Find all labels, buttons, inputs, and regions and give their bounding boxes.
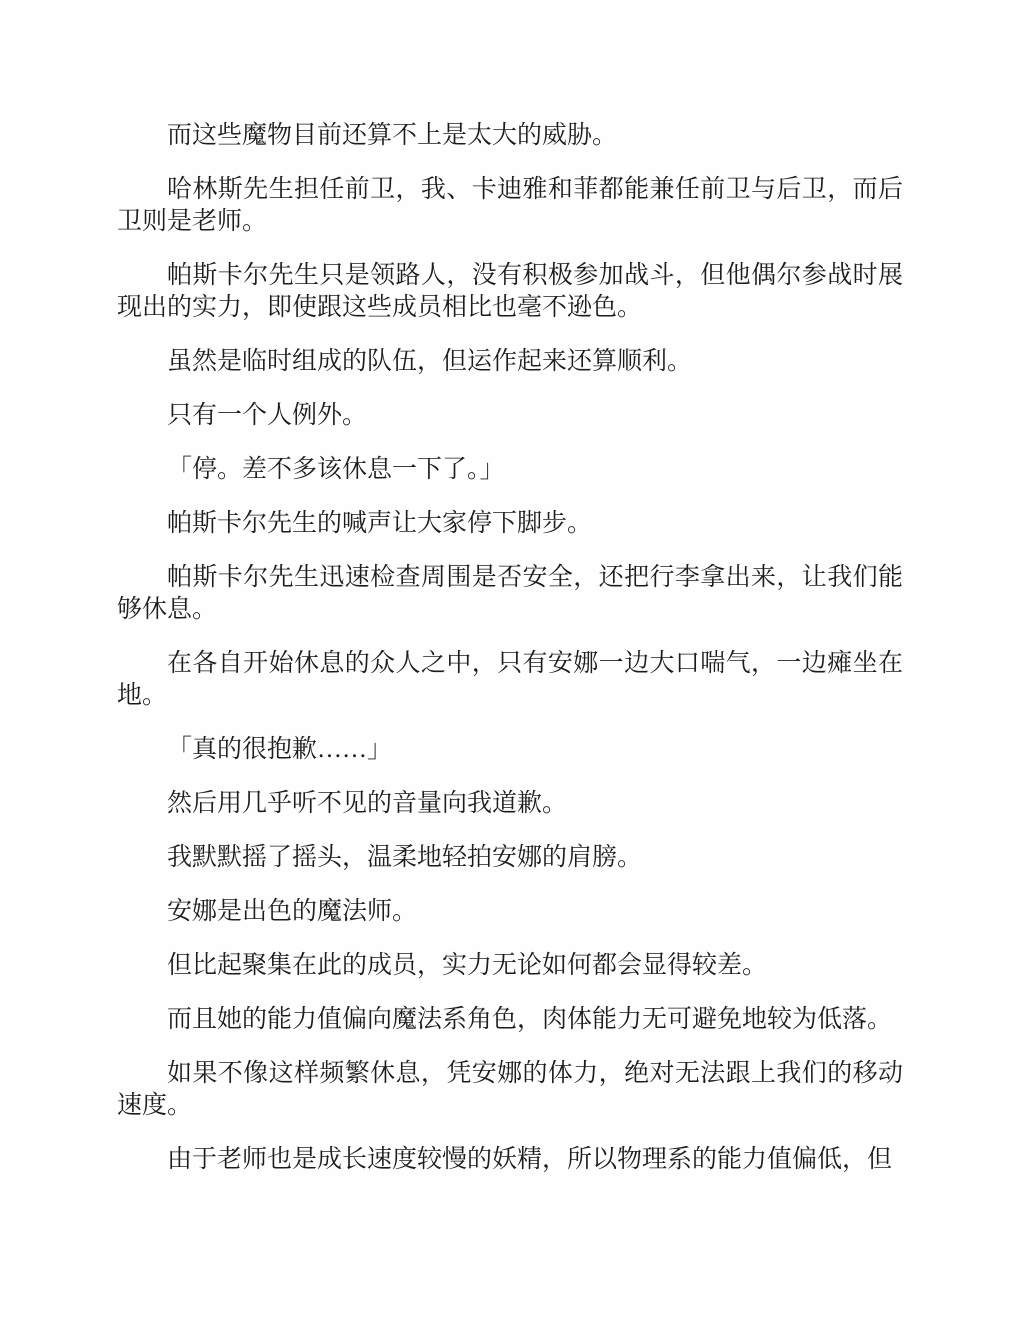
paragraph: 只有一个人例外。 [167,402,368,429]
paragraph: 哈林斯先生担任前卫，我、卡迪雅和菲都能兼任前卫与后卫，而后卫则是老师。 [117,176,903,235]
paragraph: 「真的很抱歉……」 [167,736,393,763]
paragraph: 而这些魔物目前还算不上是太大的威胁。 [167,122,618,149]
paragraph: 帕斯卡尔先生的喊声让大家停下脚步。 [167,510,593,537]
novel-text-body [117,120,903,1176]
paragraph: 帕斯卡尔先生迅速检查周围是否安全，还把行李拿出来，让我们能够休息。 [117,564,903,623]
paragraph: 虽然是临时组成的队伍，但运作起来还算顺利。 [167,348,693,375]
paragraph: 然后用几乎听不见的音量向我道歉。 [167,790,568,817]
paragraph: 安娜是出色的魔法师。 [167,898,418,925]
paragraph: 但比起聚集在此的成员，实力无论如何都会显得较差。 [167,952,768,979]
paragraph: 我默默摇了摇头，温柔地轻拍安娜的肩膀。 [167,844,643,871]
paragraph: 在各自开始休息的众人之中，只有安娜一边大口喘气，一边瘫坐在地。 [117,650,903,709]
paragraph: 「停。差不多该休息一下了。」 [167,456,505,483]
paragraph: 如果不像这样频繁休息，凭安娜的体力，绝对无法跟上我们的移动速度。 [117,1060,903,1119]
paragraph: 帕斯卡尔先生只是领路人，没有积极参加战斗，但他偶尔参战时展现出的实力，即使跟这些成员相比也毫不逊色。 [117,262,903,321]
paragraph: 而且她的能力值偏向魔法系角色，肉体能力无可避免地较为低落。 [167,1006,893,1033]
paragraph: 由于老师也是成长速度较慢的妖精，所以物理系的能力值偏低，但 [167,1146,893,1173]
